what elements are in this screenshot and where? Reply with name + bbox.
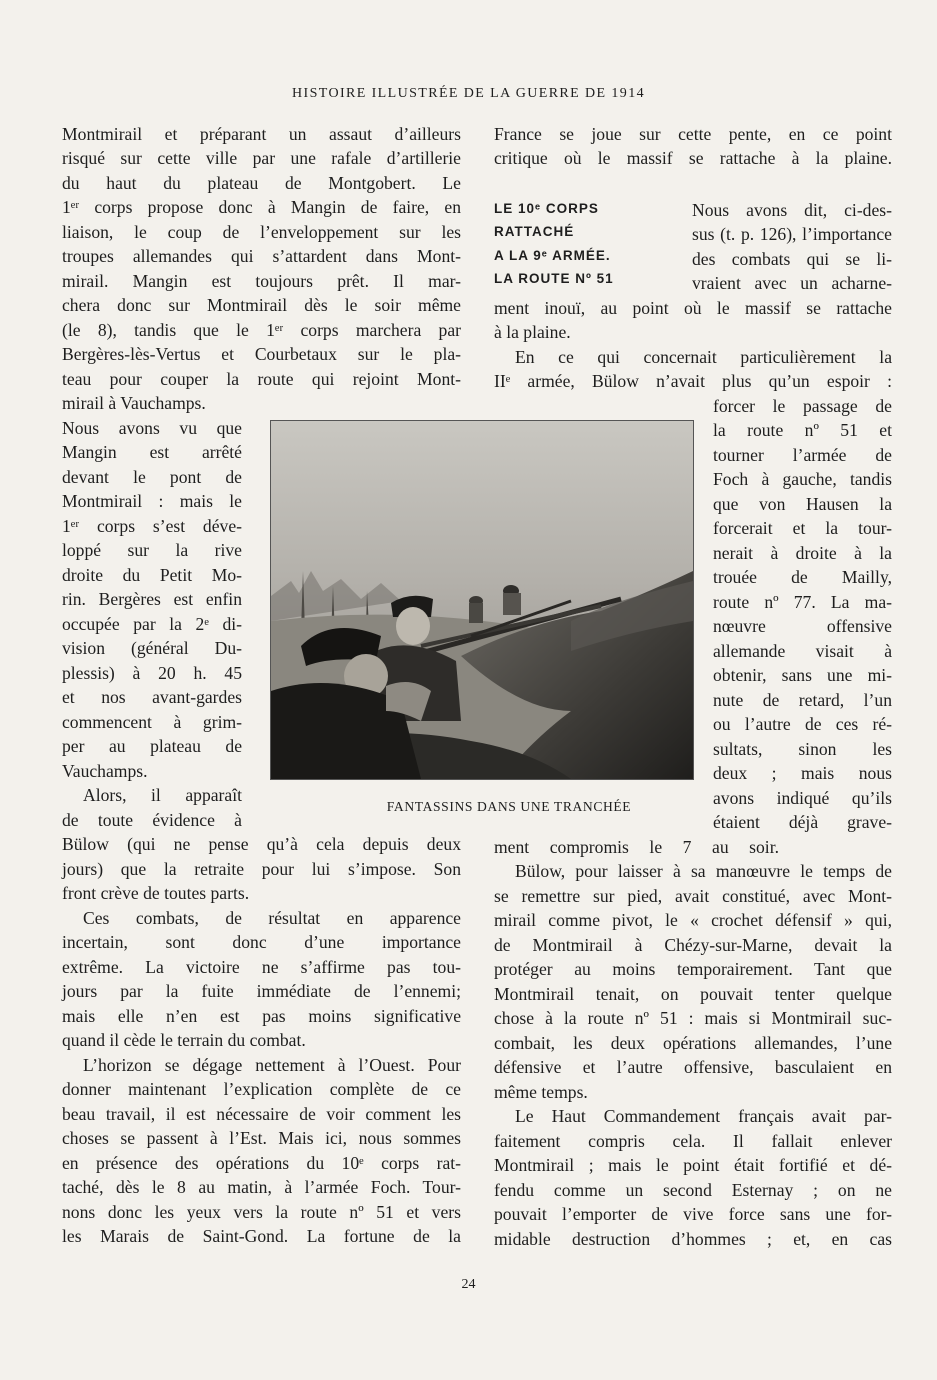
text-line: chera donc sur Montmirail dès le soir même [62,295,461,315]
text-line: ment compromis le 7 au soir. [494,837,779,857]
text-line: (le 8), tandis que le 1ᵉʳ corps marchera par [62,320,461,340]
text-line: forcerait et la tour- [713,518,892,538]
sidenote-line: A LA 9ᵉ ARMÉE. [494,248,611,263]
text-line: liaison, le coup de l’enveloppement sur les [62,222,461,242]
text-line: Montmirail ; mais le point était fortifié et dé- [494,1155,892,1175]
photo-caption: FANTASSINS DANS UNE TRANCHÉE [386,799,632,814]
text-line: nute de retard, l’un [713,690,892,710]
text-line: taché, dès le 8 au matin, à l’armée Foch. Tour- [62,1177,461,1197]
text-line: France se joue sur cette pente, en ce point [494,124,892,144]
text-line: extrême. La victoire ne s’affirme pas tou- [62,957,461,977]
text-line: et nos avant-gardes [62,687,242,707]
text-line: protéger au moins temporairement. Tant que [494,959,892,979]
text-line: 1ᵉʳ corps propose donc à Mangin de faire, en [62,197,461,217]
text-line: sus (t. p. 126), l’importance [692,224,892,244]
text-line: des combats qui se li- [692,249,892,269]
text-line: Nous avons vu que [62,418,242,438]
text-line: ou l’autre de ces ré- [713,714,892,734]
text-line: à la plaine. [494,322,571,342]
text-line: Montmirail tenait, on pouvait tenter quelque [494,984,892,1004]
text-line: critique où le massif se rattache à la plaine. [494,148,892,168]
text-line: Montmirail et préparant un assaut d’ailleurs [62,124,461,144]
text-line: plessis) à 20 h. 45 [62,663,242,683]
text-line: midable destruction d’hommes ; et, en cas [494,1229,892,1249]
text-line: IIᵉ armée, Bülow n’avait plus qu’un espoir : [494,371,892,391]
text-line: occupée par la 2ᵉ di- [62,614,242,634]
text-line: Bülow (qui ne pense qu’à cela depuis deux [62,834,461,854]
text-line: du haut du plateau de Montgobert. Le [62,173,461,193]
text-line: vision (général Du- [62,638,242,658]
text-line: choses se passent à l’Est. Mais ici, nous sommes [62,1128,461,1148]
text-line: fendu comme un second Esternay ; on ne [494,1180,892,1200]
text-line: sultats, sinon les [713,739,892,759]
text-line: beau travail, il est nécessaire de voir comment les [62,1104,461,1124]
text-line: rin. Bergères est enfin [62,589,242,609]
text-line: donner maintenant l’explication complète de ce [62,1079,461,1099]
text-line: obtenir, sans une mi- [713,665,892,685]
text-line: nerait à droite à la [713,543,892,563]
text-line: combait, les deux opérations allemandes, l’une [494,1033,892,1053]
text-line: Montmirail : mais le [62,491,242,511]
text-line: Vauchamps. [62,761,148,781]
text-line: que von Hausen la [713,494,892,514]
sidenote-line: RATTACHÉ [494,224,575,239]
text-line: vraient avec un acharne- [692,273,892,293]
running-header: HISTOIRE ILLUSTRÉE DE LA GUERRE DE 1914 [292,86,645,101]
text-line: Bergères-lès-Vertus et Courbetaux sur le pla- [62,344,461,364]
text-line: Foch à gauche, tandis [713,469,892,489]
text-line: les Marais de Saint-Gond. La fortune de la [62,1226,461,1246]
text-line: même temps. [494,1082,588,1102]
text-line: mirail à Vauchamps. [62,393,206,413]
text-line: en présence des opérations du 10ᵉ corps rat- [62,1153,461,1173]
text-line: étaient déjà grave- [713,812,892,832]
text-line: de toute évidence à [62,810,242,830]
text-line: ment inouï, au point où le massif se rattache [494,298,892,318]
text-line: deux ; mais nous [713,763,892,783]
text-line: droite du Petit Mo- [62,565,242,585]
text-line: incertain, sont donc d’une importance [62,932,461,952]
text-line: allemande visait à [713,641,892,661]
text-line: Nous avons dit, ci-des- [692,200,892,220]
text-line: mirail. Mangin est toujours prêt. Il mar- [62,271,461,291]
text-line: chose à la route nº 51 : mais si Montmirail suc- [494,1008,892,1028]
text-line: Bülow, pour laisser à sa manœuvre le temps de [515,861,892,881]
text-line: défensive et l’autre offensive, basculaient en [494,1057,892,1077]
text-line: per au plateau de [62,736,242,756]
sidenote-line: LA ROUTE Nº 51 [494,271,614,286]
text-line: commencent à grim- [62,712,242,732]
text-line: front crève de toutes parts. [62,883,250,903]
text-line: route nº 77. La ma- [713,592,892,612]
text-line: L’horizon se dégage nettement à l’Ouest. Pour [83,1055,461,1075]
text-line: de Montmirail à Chézy-sur-Marne, devait la [494,935,892,955]
text-line: Mangin est arrêté [62,442,242,462]
text-line: trouée de Mailly, [713,567,892,587]
text-line: teau pour couper la route qui rejoint Mont- [62,369,461,389]
text-line: avons indiqué qu’ils [713,788,892,808]
text-line: pouvait l’emporter de vive force sans une for- [494,1204,892,1224]
text-line: forcer le passage de [713,396,892,416]
text-line: troupes allemandes qui s’attardent dans Mont- [62,246,461,266]
text-line: risqué sur cette ville par une rafale d’artillerie [62,148,461,168]
text-line: 1ᵉʳ corps s’est déve- [62,516,242,536]
text-line: nons donc les yeux vers la route nº 51 et vers [62,1202,461,1222]
trench-photo-illustration [271,421,693,779]
text-line: Alors, il apparaît [83,785,242,805]
text-line: tourner l’armée de [713,445,892,465]
text-line: la route nº 51 et [713,420,892,440]
text-line: jours par la fuite immédiate de l’ennemi; [62,981,461,1001]
text-line: mirail comme pivot, le « crochet défensif » qui, [494,910,892,930]
text-line: nœuvre offensive [713,616,892,636]
text-line: Ces combats, de résultat en apparence [83,908,461,928]
text-line: mais elle n’en est pas moins significative [62,1006,461,1026]
sidenote-line: LE 10ᵉ CORPS [494,201,599,216]
text-line: Le Haut Commandement français avait par- [515,1106,892,1126]
page-number: 24 [461,1277,476,1292]
text-line: se remettre sur pied, avait constitué, avec Mont- [494,886,892,906]
text-line: devant le pont de [62,467,242,487]
text-line: loppé sur la rive [62,540,242,560]
text-line: En ce qui concernait particulièrement la [515,347,892,367]
trench-photo [270,420,694,780]
text-line: faitement compris cela. Il fallait enlever [494,1131,892,1151]
text-line: jours) que la retraite pour lui s’impose. Son [62,859,461,879]
text-line: quand il cède le terrain du combat. [62,1030,306,1050]
